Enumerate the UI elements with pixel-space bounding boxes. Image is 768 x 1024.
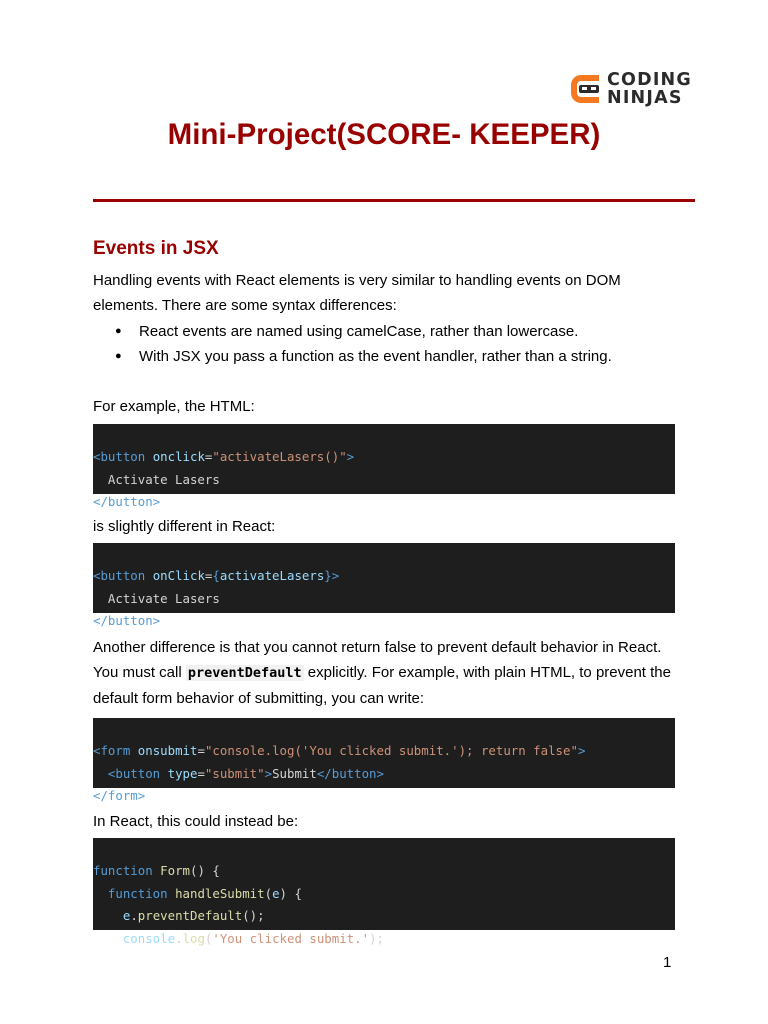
inline-code: preventDefault [187,665,302,681]
code-line: <button onClick={activateLasers}> [93,568,340,584]
section-heading: Events in JSX [93,238,219,259]
list-item [93,344,683,369]
code-block-react [93,543,675,629]
code-line: function Form() { [93,863,220,879]
code-line: <button onclick="activateLasers()"> [93,449,355,465]
page-title: Mini-Project(SCORE- KEEPER) [167,118,601,151]
react-form-label: In React, this could instead be: [93,813,299,830]
code-line: </button> [93,613,161,629]
prevent-default-paragraph: Another difference is that you cannot return false to prevent default behavior in React. You must call preventDefault explicitly. For example, with plain HTML, to prevent the default form behavior of submitting, you can write: [93,639,671,707]
bullet-text: React events are named using camelCase, rather than lowercase. [139,323,579,340]
code-line: <form onsubmit="console.log('You clicked submit.'); return false"> [93,743,586,759]
logo-line-2: NINJAS [607,88,683,108]
coding-ninjas-logo [569,71,692,107]
intro-paragraph: Handling events with React elements is very similar to handling events on DOM elements. There are some syntax differences: [93,272,621,314]
bullet-icon: ● [115,350,122,362]
code-line: Activate Lasers [93,471,220,487]
page-number: 1 [663,954,672,971]
logo-line-1: CODING [607,70,692,90]
code-line: <button type="submit">Submit</button> [107,765,384,781]
code-line: console.log('You clicked submit.'); [122,930,384,946]
code-line: e.preventDefault(); [122,908,265,924]
code-line: </form> [93,788,146,804]
ninja-logo-icon [569,71,601,107]
example-html-label: For example, the HTML: [93,398,255,415]
react-label: is slightly different in React: [93,518,276,535]
code-line: </button> [93,494,161,510]
code-line: function handleSubmit(e) { [107,885,302,901]
bullet-text: With JSX you pass a function as the event handler, rather than a string. [139,348,612,365]
bullet-icon: ● [115,325,122,337]
code-line: Activate Lasers [93,590,220,606]
logo-text [607,71,692,107]
code-block-form-html [93,718,675,804]
bullet-list [93,319,683,369]
title-divider [93,199,695,202]
list-item [93,319,683,344]
code-block-react-form [93,838,675,946]
code-block-html [93,424,675,510]
